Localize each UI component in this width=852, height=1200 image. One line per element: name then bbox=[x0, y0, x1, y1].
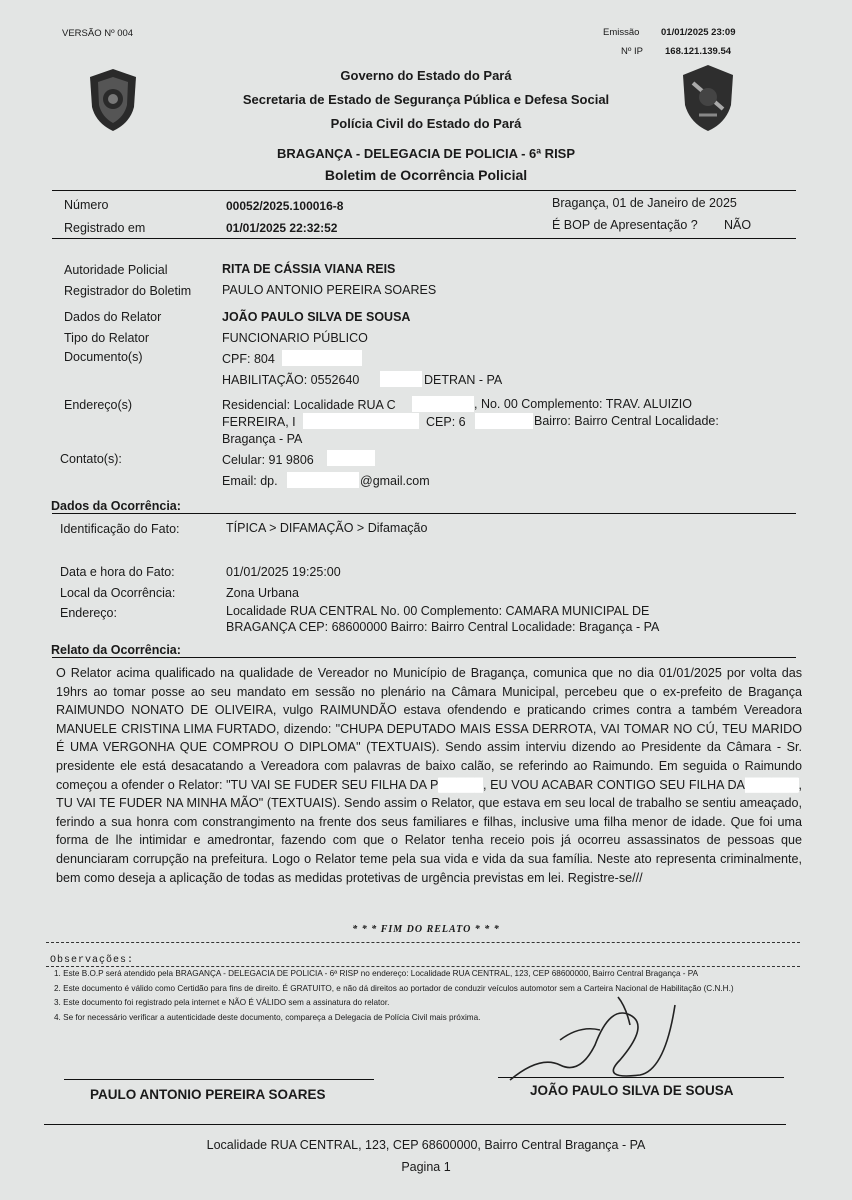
datetime-label: Data e hora do Fato: bbox=[60, 565, 175, 579]
document-title: Boletim de Ocorrência Policial bbox=[324, 167, 528, 183]
numero-value: 00052/2025.100016-8 bbox=[226, 199, 344, 213]
email-value-end: @gmail.com bbox=[360, 474, 430, 488]
government-title: Governo do Estado do Pará bbox=[340, 68, 512, 83]
fact-address-line-1: Localidade RUA CENTRAL No. 00 Complemento: CAMARA MUNICIPAL DE bbox=[226, 604, 650, 618]
address-line-3: Bragança - PA bbox=[222, 432, 303, 446]
signature-name-right: JOÃO PAULO SILVA DE SOUSA bbox=[530, 1083, 734, 1098]
end-of-report-marker: * * * FIM DO RELATO * * * bbox=[352, 924, 500, 935]
signature-line-left bbox=[64, 1079, 374, 1080]
registrador-value: PAULO ANTONIO PEREIRA SOARES bbox=[222, 283, 437, 297]
registrador-label: Registrador do Boletim bbox=[64, 284, 192, 298]
note-2: 2. Este documento é válido como Certidão para fins de direito. É GRATUITO, e não dá direitos ao portador de conduzir veículos automotor sem a Carteira Nacional de Habilitação (C.N.H.) bbox=[54, 983, 734, 993]
ip-label: Nº IP bbox=[621, 46, 643, 57]
note-4: 4. Se for necessário verificar a autenticidade deste documento, compareça a Delegacia de Polícia Civil mais próxima. bbox=[54, 1012, 481, 1022]
identification-label: Identificação do Fato: bbox=[60, 522, 180, 536]
report-date-place: Bragança, 01 de Janeiro de 2025 bbox=[552, 196, 737, 210]
habilitacao-value: HABILITAÇÃO: 0552640 bbox=[222, 373, 360, 387]
cpf-value: CPF: 804 bbox=[222, 352, 275, 366]
documentos-label: Documento(s) bbox=[64, 350, 143, 364]
footer-address: Localidade RUA CENTRAL, 123, CEP 68600000, Bairro Central Bragança - PA bbox=[206, 1138, 646, 1152]
report-text-part-2: , EU VOU ACABAR CONTIGO SEU FILHA DA bbox=[483, 777, 745, 792]
bop-label: É BOP de Apresentação ? bbox=[552, 218, 698, 232]
dashed-separator bbox=[46, 942, 800, 943]
redaction-box bbox=[412, 396, 474, 412]
contato-label: Contato(s): bbox=[60, 452, 122, 466]
endereco-label: Endereço(s) bbox=[64, 398, 133, 412]
redaction-box bbox=[475, 413, 533, 429]
email-value-start: Email: dp. bbox=[222, 474, 278, 488]
delegacia-title: BRAGANÇA - DELEGACIA DE POLICIA - 6ª RISP bbox=[276, 146, 576, 161]
header-line-top bbox=[52, 190, 796, 191]
tipo-label: Tipo do Relator bbox=[64, 331, 149, 345]
ip-value: 168.121.139.54 bbox=[665, 46, 732, 57]
emission-label: Emissão bbox=[603, 27, 640, 38]
section-line bbox=[52, 657, 796, 658]
numero-label: Número bbox=[64, 198, 109, 212]
redaction-box bbox=[287, 472, 359, 488]
celular-value: Celular: 91 9806 bbox=[222, 453, 314, 467]
bop-value: NÃO bbox=[724, 218, 752, 232]
redaction-box: ██████ bbox=[744, 777, 799, 792]
note-3: 3. Este documento foi registrado pela internet e NÃO É VÁLIDO sem a assinatura do relator. bbox=[54, 998, 390, 1007]
address-line-2b: CEP: 6 bbox=[426, 415, 466, 429]
redaction-box bbox=[380, 371, 422, 387]
address-line-1b: , No. 00 Complemento: TRAV. ALUIZIO bbox=[474, 397, 692, 411]
occurrence-location-label: Local da Ocorrência: bbox=[60, 586, 176, 600]
habilitacao-suffix: DETRAN - PA bbox=[424, 373, 503, 387]
redaction-box bbox=[303, 413, 419, 429]
redaction-box: █████ bbox=[438, 777, 483, 792]
header-line-bottom bbox=[52, 238, 796, 239]
observations-label: Observações: bbox=[50, 955, 135, 966]
autoridade-label: Autoridade Policial bbox=[64, 263, 168, 277]
relator-value: JOÃO PAULO SILVA DE SOUSA bbox=[222, 310, 411, 324]
report-text-part-3: , TU VAI TE FUDER NA MINHA MÃO" (TEXTUAIS). Sendo assim o Relator, que estava em seu local de trabalho se sentiu ameaçado, ferindo a sua honra com constrangimento na frente dos seus familiares e filhas, inclusive uma filha menor de idade. Que foi uma forma de lhe intimidar e amedrontar, fazendo com que o Relator tenha receio pois já ocorreu assassinatos de pessoas que denunciaram corrupção na prefeitura. Logo o Relator teme pela sua vida e vida da sua família. Neste ato representa criminalmente, bem como deseja a aplicação de todas as medidas protetivas de urgência previstas em lei. Registre-se/// bbox=[56, 777, 802, 885]
signature-name-left: PAULO ANTONIO PEREIRA SOARES bbox=[90, 1087, 326, 1102]
civil-police-title: Polícia Civil do Estado do Pará bbox=[330, 116, 522, 131]
redaction-box bbox=[327, 450, 375, 466]
fact-address-label: Endereço: bbox=[60, 606, 117, 620]
page-number: Pagina 1 bbox=[401, 1160, 451, 1174]
secretariat-title: Secretaria de Estado de Segurança Pública e Defesa Social bbox=[242, 92, 610, 107]
section-title-report: Relato da Ocorrência: bbox=[51, 643, 181, 657]
address-line-2c: Bairro: Bairro Central Localidade: bbox=[534, 414, 719, 428]
occurrence-location-value: Zona Urbana bbox=[226, 586, 299, 600]
identification-value: TÍPICA > DIFAMAÇÃO > Difamação bbox=[226, 521, 428, 535]
datetime-value: 01/01/2025 19:25:00 bbox=[226, 565, 341, 579]
redaction-box bbox=[282, 350, 362, 366]
relator-label: Dados do Relator bbox=[64, 310, 162, 324]
autoridade-value: RITA DE CÁSSIA VIANA REIS bbox=[222, 262, 396, 276]
section-title-occurrence: Dados da Ocorrência: bbox=[51, 499, 181, 513]
registrado-value: 01/01/2025 22:32:52 bbox=[226, 221, 338, 235]
tipo-value: FUNCIONARIO PÚBLICO bbox=[222, 331, 368, 345]
fact-address-line-2: BRAGANÇA CEP: 68600000 Bairro: Bairro Central Localidade: Bragança - PA bbox=[226, 620, 660, 634]
report-text-part-1: O Relator acima qualificado na qualidade de Vereador no Município de Bragança, comunica que no dia 01/01/2025 por volta das 19hrs ao tomar posse ao seu mandato em sessão no plenário na Câmara Municipal, percebeu que o ex-prefeito de Bragança RAIMUNDO NONATO DE OLIVEIRA, vulgo RAIMUNDÃO estava ofendendo e praticando crimes contra a também Vereadora MANUELE CRISTINA LIMA FURTADO, dizendo: "CHUPA DEPUTADO MAIS ESSA DERROTA, VAI TOMAR NO CÚ, TEU MARIDO É UMA VERGONHA QUE COMPROU O DIPLOMA" (TEXTUAIS). Sendo assim interviu dizendo ao Presidente da Câmara - Sr. presidente ele está desacatando a Vereadora com palavras de baixo calão, se referindo ao Raimundo. Em seguida o Raimundo começou a ofender o Relator: "TU VAI SE FUDER SEU FILHA DA P bbox=[56, 666, 802, 792]
address-line-1a: Residencial: Localidade RUA C bbox=[222, 398, 396, 412]
version-number: VERSÃO Nº 004 bbox=[62, 28, 134, 39]
handwritten-signature-icon bbox=[500, 985, 700, 1095]
registrado-label: Registrado em bbox=[64, 221, 146, 235]
note-1: 1. Este B.O.P será atendido pela BRAGANÇA - DELEGACIA DE POLICIA - 6ª RISP no endereço: Localidade RUA CENTRAL, 123, CEP 68600000, Bairro Central Bragança - PA bbox=[54, 969, 699, 978]
emission-value: 01/01/2025 23:09 bbox=[661, 27, 736, 38]
dashed-separator bbox=[46, 966, 800, 967]
report-narrative bbox=[56, 664, 802, 887]
address-line-2a: FERREIRA, I bbox=[222, 415, 296, 429]
footer-line bbox=[44, 1124, 786, 1125]
section-line bbox=[52, 513, 796, 514]
